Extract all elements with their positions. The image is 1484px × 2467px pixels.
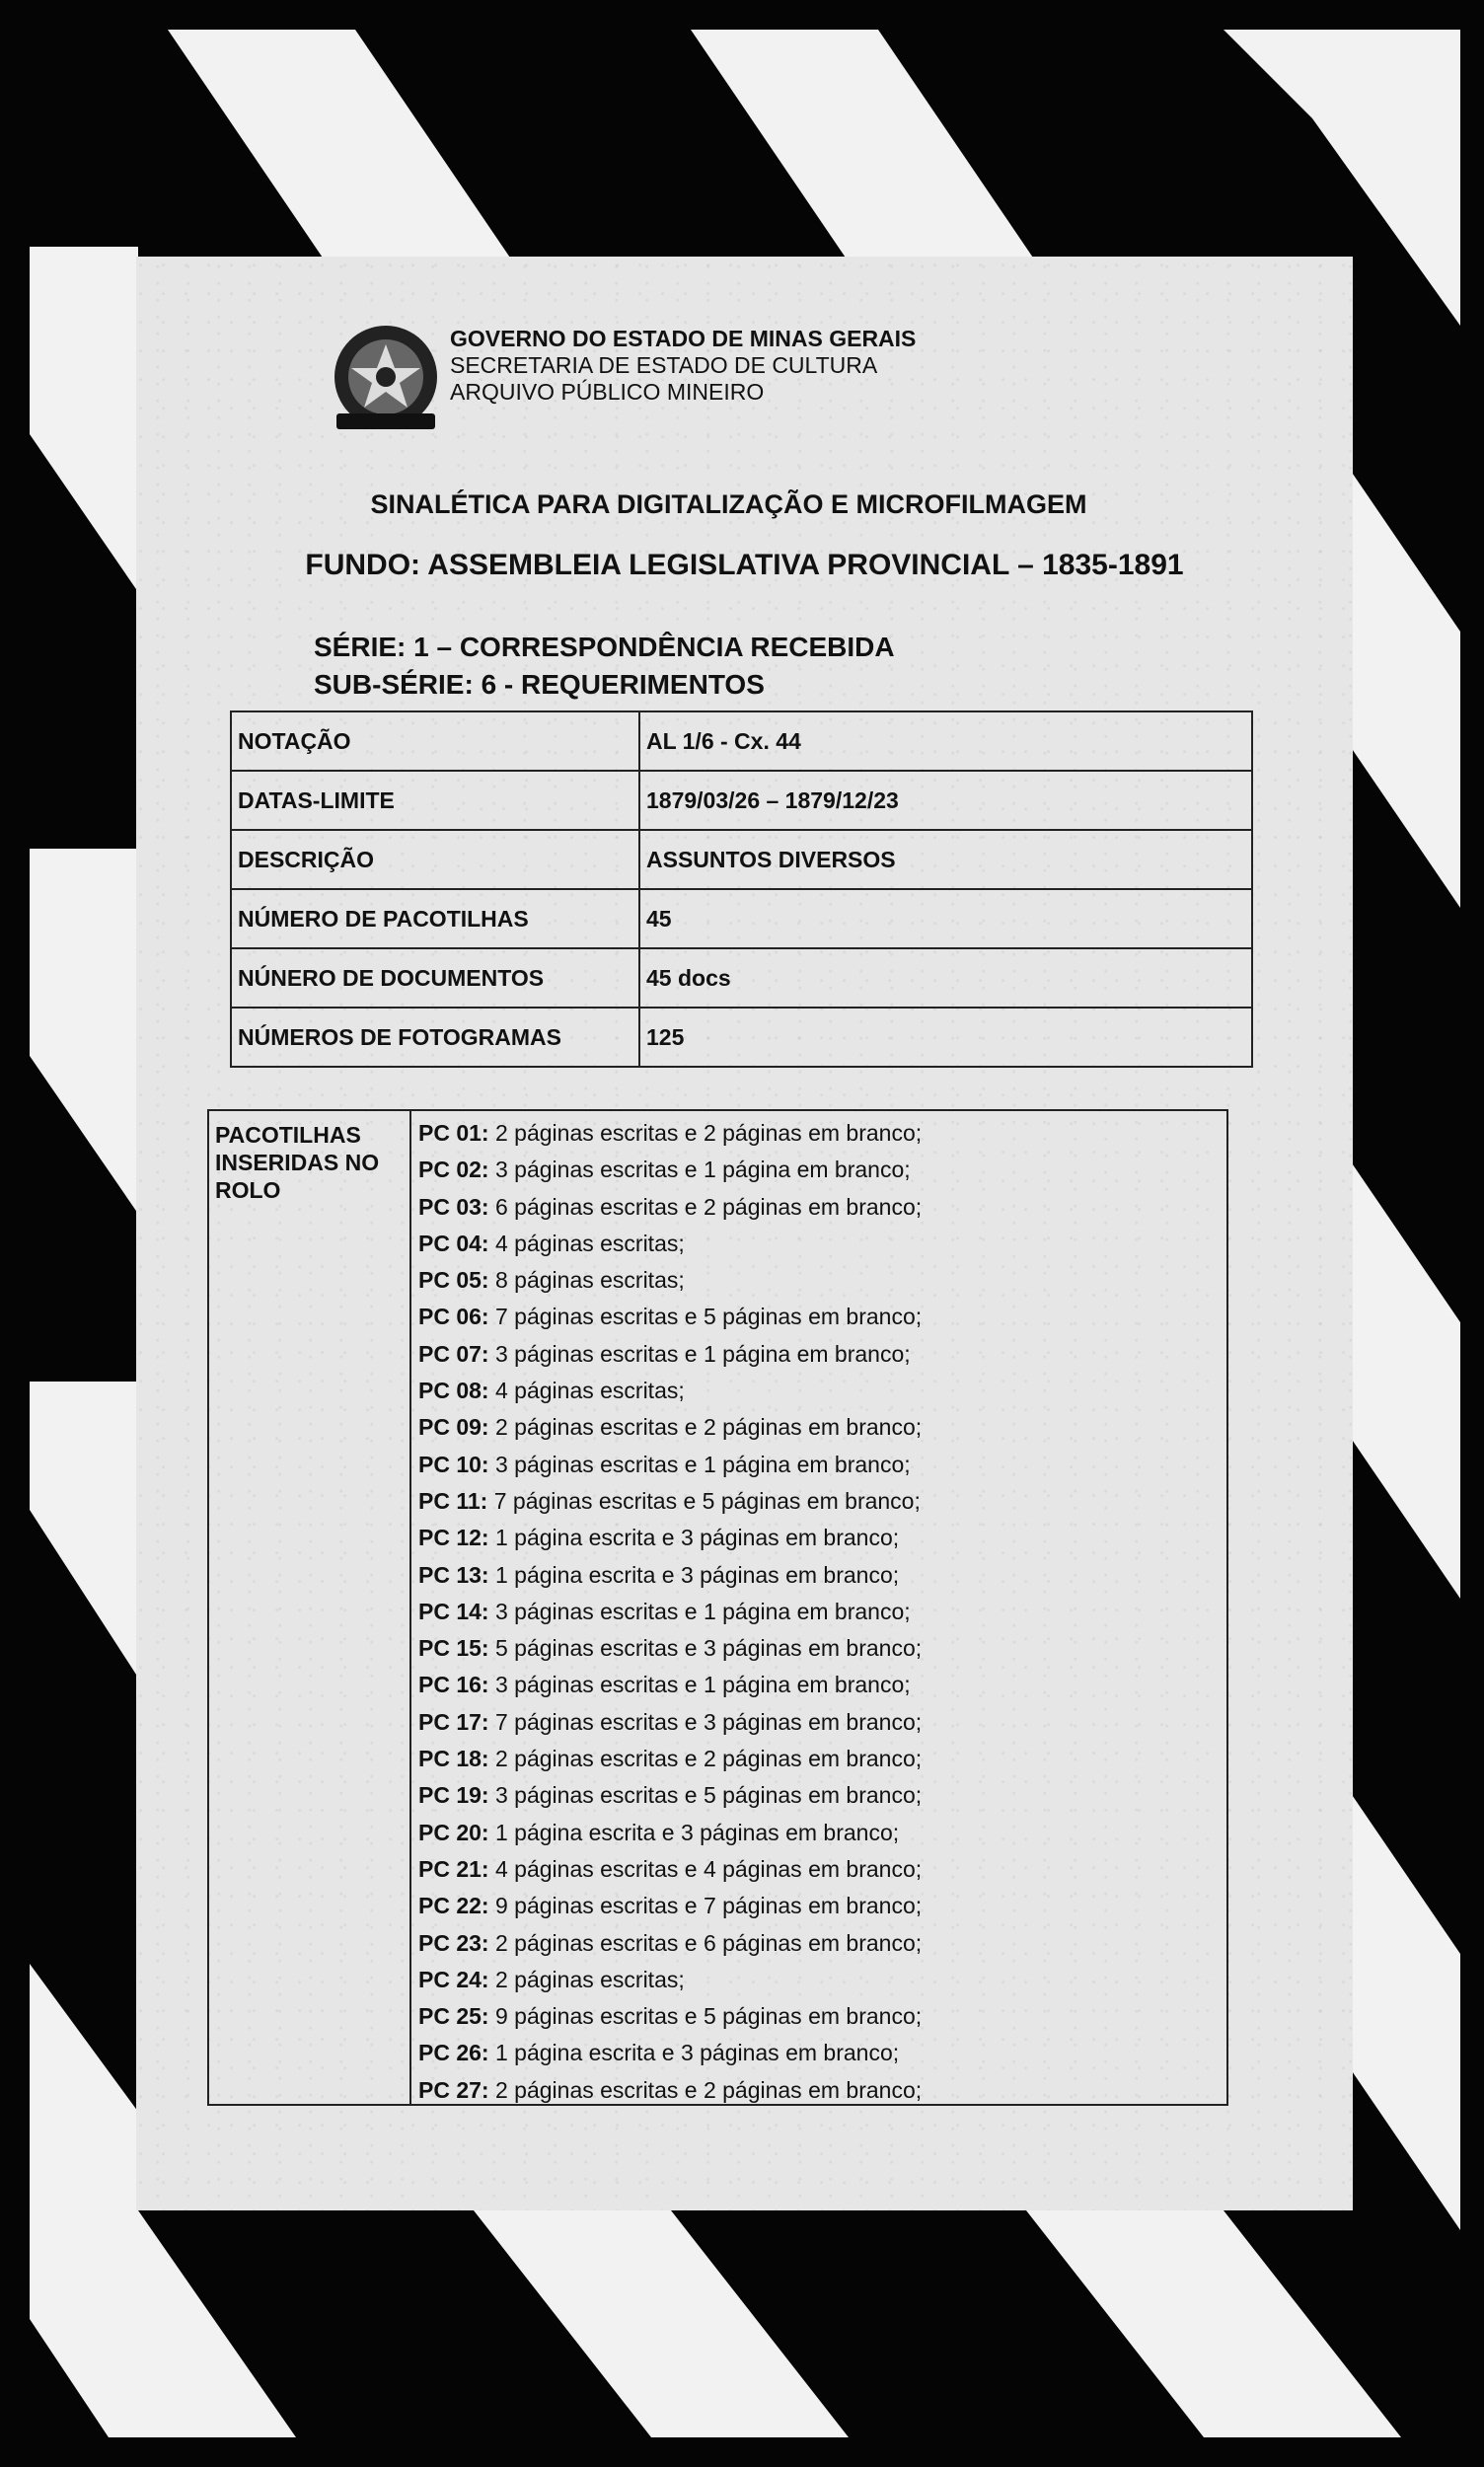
table-row bbox=[231, 1008, 1252, 1067]
pacotilha-description: 1 página escrita e 3 páginas em branco; bbox=[494, 1819, 900, 1845]
pacotilha-code: PC 07: bbox=[418, 1340, 489, 1367]
list-item bbox=[418, 1851, 922, 1888]
pacotilha-description: 3 páginas escritas e 1 página em branco; bbox=[494, 1672, 911, 1698]
list-item bbox=[418, 1741, 922, 1777]
fundo-heading: FUNDO: ASSEMBLEIA LEGISLATIVA PROVINCIAL – 1835-1891 bbox=[305, 549, 1184, 581]
list-item bbox=[418, 1409, 922, 1446]
table-row bbox=[231, 771, 1252, 830]
pacotilha-code: PC 21: bbox=[418, 1855, 489, 1882]
list-item bbox=[418, 1299, 922, 1335]
list-item bbox=[418, 1520, 922, 1556]
pacotilhas-label: PACOTILHAS INSERIDAS NO ROLO bbox=[209, 1111, 411, 2104]
list-item bbox=[418, 1888, 922, 1924]
pacotilha-description: 7 páginas escritas e 3 páginas em branco; bbox=[494, 1708, 923, 1735]
list-item bbox=[418, 1777, 922, 1814]
pacotilha-description: 1 página escrita e 3 páginas em branco; bbox=[494, 2040, 900, 2066]
list-item bbox=[418, 1373, 922, 1409]
pacotilha-code: PC 01: bbox=[418, 1120, 489, 1146]
datas-limite-label: DATAS-LIMITE bbox=[231, 771, 639, 830]
pacotilha-code: PC 16: bbox=[418, 1672, 489, 1698]
pacotilha-code: PC 24: bbox=[418, 1966, 489, 1992]
pacotilha-description: 4 páginas escritas; bbox=[494, 1378, 685, 1404]
list-item bbox=[418, 1226, 922, 1262]
pacotilha-description: 2 páginas escritas e 6 páginas em branco; bbox=[494, 1929, 923, 1956]
list-item bbox=[418, 1483, 922, 1520]
pacotilha-code: PC 25: bbox=[418, 2003, 489, 2030]
pacotilha-description: 7 páginas escritas e 5 páginas em branco; bbox=[494, 1304, 923, 1330]
pacotilha-description: 8 páginas escritas; bbox=[494, 1267, 685, 1294]
pacotilha-code: PC 08: bbox=[418, 1378, 489, 1404]
table-row bbox=[231, 711, 1252, 771]
pacotilha-code: PC 06: bbox=[418, 1304, 489, 1330]
pacotilha-description: 1 página escrita e 3 páginas em branco; bbox=[494, 1561, 900, 1588]
institution-header bbox=[450, 326, 916, 406]
numero-documentos-label: NÚNERO DE DOCUMENTOS bbox=[231, 948, 639, 1008]
notacao-label: NOTAÇÃO bbox=[231, 711, 639, 771]
minas-gerais-seal-icon bbox=[322, 323, 450, 441]
serie-heading: SÉRIE: 1 – CORRESPONDÊNCIA RECEBIDA bbox=[314, 632, 895, 662]
list-item bbox=[418, 1189, 922, 1226]
descricao-value: ASSUNTOS DIVERSOS bbox=[639, 830, 1252, 889]
table-row bbox=[231, 830, 1252, 889]
pacotilha-code: PC 02: bbox=[418, 1157, 489, 1183]
list-item bbox=[418, 1630, 922, 1667]
list-item bbox=[418, 2035, 922, 2071]
list-item bbox=[418, 1998, 922, 2035]
pacotilha-description: 9 páginas escritas e 7 páginas em branco; bbox=[494, 1893, 923, 1919]
list-item bbox=[418, 1815, 922, 1851]
list-item bbox=[418, 1262, 922, 1299]
pacotilha-code: PC 23: bbox=[418, 1929, 489, 1956]
pacotilha-code: PC 19: bbox=[418, 1782, 489, 1809]
pacotilha-description: 2 páginas escritas; bbox=[494, 1966, 685, 1992]
table-row bbox=[231, 889, 1252, 948]
pacotilha-code: PC 27: bbox=[418, 2076, 489, 2103]
pacotilha-code: PC 11: bbox=[418, 1487, 488, 1514]
table-row bbox=[231, 948, 1252, 1008]
document-title: SINALÉTICA PARA DIGITALIZAÇÃO E MICROFILMAGEM bbox=[370, 489, 1087, 519]
subserie-heading: SUB-SÉRIE: 6 - REQUERIMENTOS bbox=[314, 669, 765, 700]
list-item bbox=[418, 1447, 922, 1483]
pacotilha-description: 6 páginas escritas e 2 páginas em branco; bbox=[494, 1193, 923, 1220]
pacotilha-code: PC 04: bbox=[418, 1230, 489, 1256]
pacotilha-code: PC 09: bbox=[418, 1414, 489, 1441]
numero-pacotilhas-label: NÚMERO DE PACOTILHAS bbox=[231, 889, 639, 948]
datas-limite-value: 1879/03/26 – 1879/12/23 bbox=[639, 771, 1252, 830]
list-item bbox=[418, 1962, 922, 1998]
descricao-label: DESCRIÇÃO bbox=[231, 830, 639, 889]
list-item bbox=[418, 1925, 922, 1962]
pacotilha-description: 4 páginas escritas e 4 páginas em branco; bbox=[494, 1855, 923, 1882]
notacao-value: AL 1/6 - Cx. 44 bbox=[639, 711, 1252, 771]
numeros-fotogramas-value: 125 bbox=[639, 1008, 1252, 1067]
list-item bbox=[418, 1704, 922, 1741]
pacotilha-code: PC 03: bbox=[418, 1193, 489, 1220]
pacotilha-description: 2 páginas escritas e 2 páginas em branco; bbox=[494, 1120, 923, 1146]
list-item bbox=[418, 1667, 922, 1703]
pacotilha-code: PC 26: bbox=[418, 2040, 489, 2066]
pacotilha-description: 9 páginas escritas e 5 páginas em branco; bbox=[494, 2003, 923, 2030]
list-item bbox=[418, 1115, 922, 1152]
pacotilha-code: PC 05: bbox=[418, 1267, 489, 1294]
pacotilha-code: PC 20: bbox=[418, 1819, 489, 1845]
pacotilha-description: 3 páginas escritas e 5 páginas em branco; bbox=[494, 1782, 923, 1809]
pacotilha-description: 1 página escrita e 3 páginas em branco; bbox=[494, 1525, 900, 1551]
pacotilha-description: 5 páginas escritas e 3 páginas em branco; bbox=[494, 1635, 923, 1662]
numero-pacotilhas-value: 45 bbox=[639, 889, 1252, 948]
pacotilha-description: 2 páginas escritas e 2 páginas em branco; bbox=[494, 2076, 923, 2103]
pacotilha-description: 3 páginas escritas e 1 página em branco; bbox=[494, 1340, 911, 1367]
pacotilhas-table bbox=[207, 1109, 1228, 2106]
pacotilha-code: PC 15: bbox=[418, 1635, 489, 1662]
header-government: GOVERNO DO ESTADO DE MINAS GERAIS bbox=[450, 326, 917, 351]
metadata-table bbox=[230, 710, 1253, 1068]
list-item bbox=[418, 2072, 922, 2109]
label-sheet bbox=[136, 257, 1353, 2210]
list-item bbox=[418, 1336, 922, 1373]
pacotilha-description: 3 páginas escritas e 1 página em branco; bbox=[494, 1451, 911, 1477]
pacotilha-description: 3 páginas escritas e 1 página em branco; bbox=[494, 1157, 911, 1183]
pacotilha-code: PC 17: bbox=[418, 1708, 489, 1735]
pacotilha-description: 3 páginas escritas e 1 página em branco; bbox=[494, 1598, 911, 1624]
numeros-fotogramas-label: NÚMEROS DE FOTOGRAMAS bbox=[231, 1008, 639, 1067]
pacotilha-description: 4 páginas escritas; bbox=[494, 1230, 685, 1256]
header-secretariat: SECRETARIA DE ESTADO DE CULTURA bbox=[450, 352, 878, 378]
pacotilha-code: PC 13: bbox=[418, 1561, 489, 1588]
pacotilha-code: PC 10: bbox=[418, 1451, 489, 1477]
pacotilha-code: PC 22: bbox=[418, 1893, 489, 1919]
pacotilha-code: PC 14: bbox=[418, 1598, 489, 1624]
pacotilha-description: 2 páginas escritas e 2 páginas em branco; bbox=[494, 1746, 923, 1772]
pacotilhas-list bbox=[418, 1115, 922, 2109]
pacotilha-code: PC 18: bbox=[418, 1746, 489, 1772]
list-item bbox=[418, 1557, 922, 1594]
header-archive: ARQUIVO PÚBLICO MINEIRO bbox=[450, 379, 765, 405]
pacotilha-description: 7 páginas escritas e 5 páginas em branco; bbox=[493, 1487, 921, 1514]
list-item bbox=[418, 1152, 922, 1188]
numero-documentos-value: 45 docs bbox=[639, 948, 1252, 1008]
list-item bbox=[418, 1594, 922, 1630]
pacotilha-description: 2 páginas escritas e 2 páginas em branco; bbox=[494, 1414, 923, 1441]
pacotilha-code: PC 12: bbox=[418, 1525, 489, 1551]
